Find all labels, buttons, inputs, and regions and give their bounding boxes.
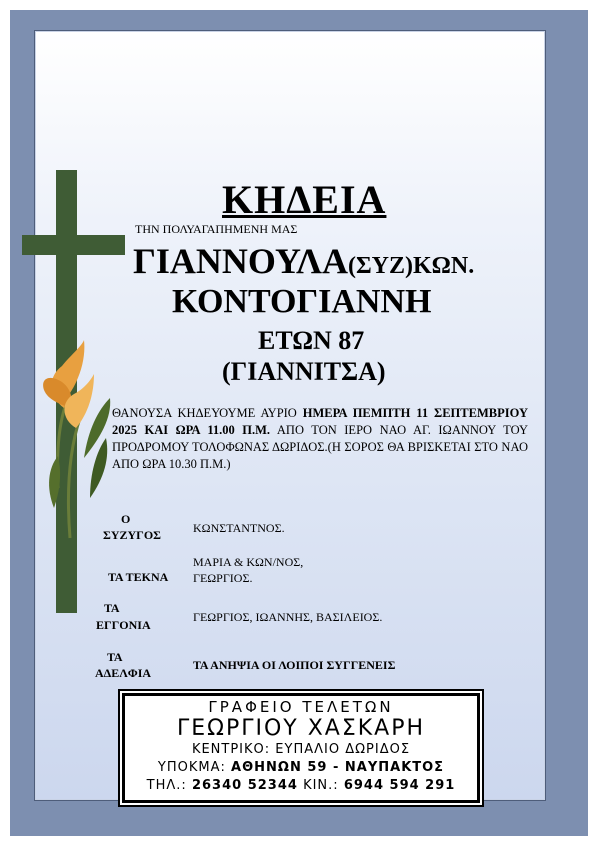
notice-title: ΚΗΔΕΙΑ <box>222 177 387 222</box>
funeral-office-box <box>122 693 480 803</box>
deceased-age: ΕΤΩΝ 87 <box>258 326 365 355</box>
deceased-last-name: ΚΟΝΤΟΓΙΑΝΝΗ <box>172 283 432 320</box>
office-line-1: ΓΡΑΦΕΙΟ ΤΕΛΕΤΩΝ <box>208 698 394 716</box>
siblings-label-2: ΑΔΕΛΦΙΑ <box>95 666 152 680</box>
announcement-date: ΗΜΕΡΑ ΠΕΜΠΤΗ 11 ΣΕΠΤΕΜΒΡΙΟΥ 2025 <box>112 406 529 437</box>
grandchildren-value: ΓΕΩΡΓΙΟΣ, ΙΩΑΝΝΗΣ, ΒΑΣΙΛΕΙΟΣ. <box>193 610 383 624</box>
office-branch-address <box>125 760 477 775</box>
announcement-time: ΚΑΙ ΩΡΑ 11.00 Π.Μ. <box>144 423 271 437</box>
funeral-announcement <box>112 405 528 473</box>
mobile-label: ΚΙΝ.: <box>303 778 339 793</box>
branch-label: ΥΠΟΚΜΑ: <box>157 760 226 775</box>
cross-horizontal-bar <box>22 235 125 255</box>
grandchildren-label-2: ΕΓΓΟΝΙΑ <box>96 618 151 632</box>
spouse-label-1: Ο <box>121 512 131 526</box>
office-name: ΓΕΩΡΓΙΟΥ ΧΑΣΚΑΡΗ <box>176 716 426 741</box>
spouse-label-2: ΣΥΖΥΓΟΣ <box>103 528 161 542</box>
branch-address: ΑΘΗΝΩΝ 59 - ΝΑΥΠΑΚΤΟΣ <box>231 760 445 775</box>
calla-lily-image <box>40 338 120 558</box>
spouse-note: (ΣΥΖ)ΚΩΝ. <box>347 253 475 279</box>
first-name-text: ΓΙΑΝΝΟΥΛΑ <box>133 241 348 281</box>
spouse-value: ΚΩΝΣΤΑΝΤΝΟΣ. <box>193 521 285 535</box>
children-value-2: ΓΕΩΡΓΙΟΣ. <box>193 571 253 585</box>
office-main-address: ΚΕΝΤΡΙΚΟ: ΕΥΠΑΛΙΟ ΔΩΡΙΔΟΣ <box>191 742 411 757</box>
siblings-label-1: ΤΑ <box>107 650 123 664</box>
mobile-number: 6944 594 291 <box>343 778 456 793</box>
office-phones <box>125 778 477 793</box>
grandchildren-label-1: ΤΑ <box>104 601 120 615</box>
children-label: ΤΑ ΤΕΚΝΑ <box>108 570 169 584</box>
notice-subtitle: ΤΗΝ ΠΟΛΥΑΓΑΠΗΜΕΝΗ ΜΑΣ <box>135 222 298 236</box>
phone-label: ΤΗΛ.: <box>146 778 187 793</box>
children-value-1: ΜΑΡΙΑ & ΚΩΝ/ΝΟΣ, <box>193 555 304 569</box>
siblings-value: ΤΑ ΑΝΗΨΙΑ ΟΙ ΛΟΙΠΟΙ ΣΥΓΓΕΝΕΙΣ <box>193 658 396 672</box>
deceased-first-name <box>133 240 474 282</box>
announcement-part1: ΘΑΝΟΥΣΑ ΚΗΔΕΥΟΥΜΕ ΑΥΡΙΟ <box>112 406 297 420</box>
phone-number: 26340 52344 <box>191 778 298 793</box>
deceased-place: (ΓΙΑΝΝΙΤΣΑ) <box>222 357 386 386</box>
announcement-location: ΑΠΟ ΤΟΝ ΙΕΡΟ ΝΑΟ ΑΓ. ΙΩΑΝΝΟΥ ΤΟΥ ΠΡΟΔΡΟΜΟΥ ΤΟΛΟΦΩΝΑΣ ΔΩΡΙΔΟΣ.(Η ΣΟΡΟΣ ΘΑ ΒΡΙΣΚΕΤΑΙ ΣΤΟ ΝΑΟ ΑΠΟ ΩΡΑ 10.30 Π.Μ.) <box>112 423 529 471</box>
